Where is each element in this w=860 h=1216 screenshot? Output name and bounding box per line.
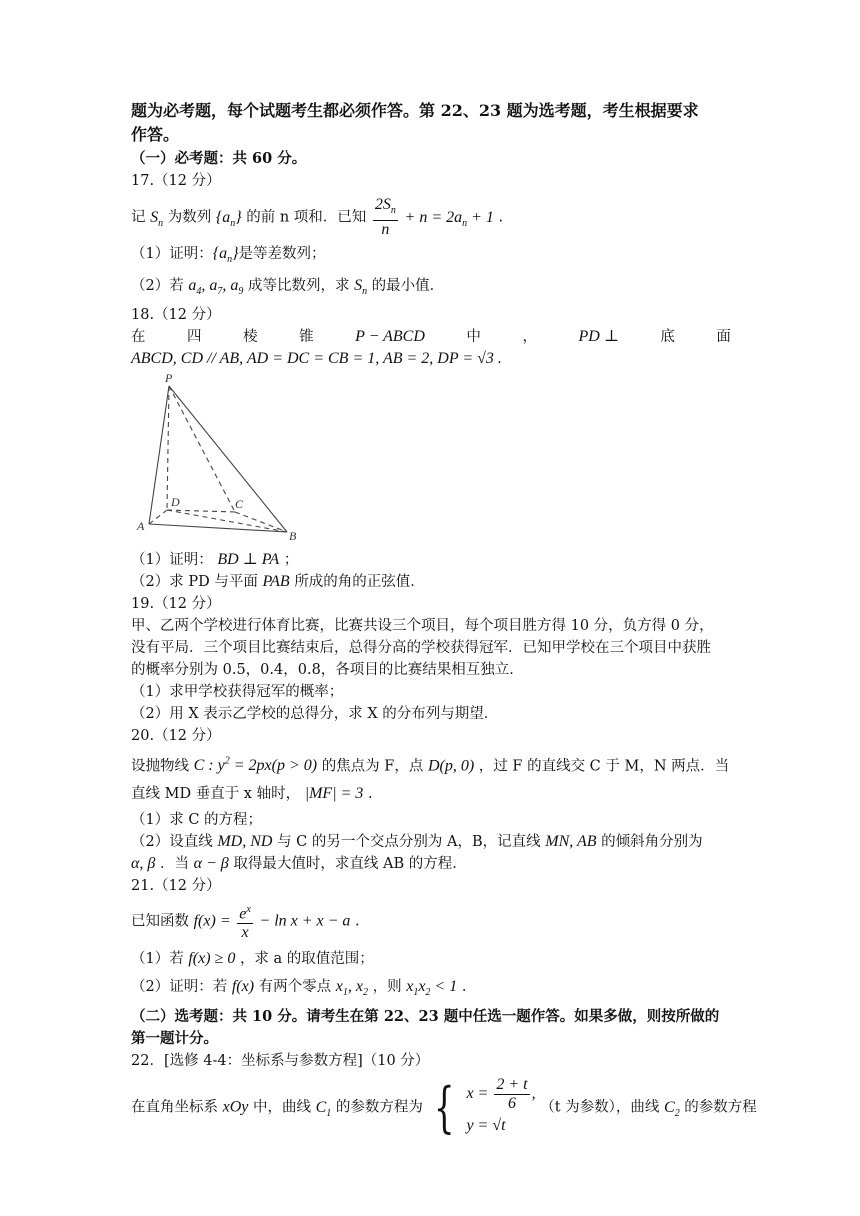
q18-header: 18.（12 分） — [131, 306, 221, 323]
edge-AD — [149, 510, 167, 524]
q17-part1: （1）证明：$\{a_n\}$是等差数列； — [131, 245, 326, 266]
q19-text-3: 的概率分别为 0.5，0.4，0.8，各项目的比赛结果相互独立． — [131, 661, 524, 678]
q18-stem-line1: 在 四 棱 锥 P − ABCD 中 ， PD ⊥ 底 面 — [131, 327, 731, 345]
q21-header: 21.（12 分） — [131, 877, 221, 894]
q18-stem-line2: ABCD, CD // AB, AD = DC = CB = 1, AB = 2, DP = √3 . — [131, 349, 502, 367]
q21-stem: 已知函数 f(x) = $\frac{e^x}{x}$ − ln x + x − a . — [131, 901, 731, 942]
q20-part2-line1: （2）设直线 MD, ND 与 C 的另一个交点分别为 A，B，记直线 MN, AB 的倾斜角分别为 — [131, 832, 703, 850]
q21-part2: （2）证明：若 f(x) 有两个零点 $x_1$, $x_2$ ，则 $x_1x_2 < 1$ . — [131, 978, 467, 999]
q21-part1: （1）若 f(x) ≥ 0 ，求 a 的取值范围； — [131, 950, 374, 968]
q17-header: 17.（12 分） — [131, 173, 221, 189]
label-A: A — [137, 518, 145, 533]
q17-part2: （2）若 $a_4$, $a_7$, $a_9$ 成等比数列，求 $S_n$ 的最小值． — [131, 277, 445, 298]
q18-part1: （1）证明： BD ⊥ PA ； — [131, 550, 299, 568]
label-B: B — [289, 528, 297, 542]
section2-line-1: （二）选考题：共 10 分。请考生在第 22、23 题中任选一题作答。如果多做，则按所做的 — [131, 1008, 720, 1026]
label-D: D — [171, 494, 180, 509]
edge-PC — [169, 386, 235, 512]
q20-part2-line2: α, β ．当 α − β 取得最大值时，求直线 AB 的方程． — [131, 854, 467, 872]
q20-part1: （1）求 C 的方程； — [131, 811, 263, 828]
q20-stem-line1: 设抛物线 C : $y^2 = 2px(p > 0)$ 的焦点为 F，点 D(p, 0) ，过 F 的直线交 C 于 M，N 两点．当 — [131, 755, 730, 774]
q19-part1: （1）求甲学校获得冠军的概率； — [131, 683, 344, 700]
q18-part2: （2）求 PD 与平面 PAB 所成的角的正弦值． — [131, 572, 425, 590]
edge-PA — [149, 386, 169, 524]
label-C: C — [235, 496, 244, 511]
section2-line-2: 第一题计分。 — [131, 1030, 218, 1048]
q20-stem-line2: 直线 MD 垂直于 x 轴时， |MF| = 3 . — [131, 784, 373, 802]
q17-stem: 记 $S_n$ 为数列 $\{a_n\}$ 的前 n 项和．已知 $\frac{2S_n}{n}$ + $n = 2a_n + 1$ . — [131, 196, 504, 239]
pyramid-figure — [131, 372, 311, 542]
section1-title: （一）必考题：共 60 分。 — [131, 150, 307, 167]
q22-header: 22．[选修 4-4：坐标系与参数方程]（10 分） — [131, 1053, 430, 1070]
q19-text-1: 甲、乙两个学校进行体育比赛，比赛共设三个项目，每个项目胜方得 10 分，负方得 0 分， — [131, 617, 714, 634]
q22-stem: 在直角坐标系 xOy 中，曲线 $C_1$ 的参数方程为 { x = $\frac{2 + t}{6}$ , y = √t （t 为参数），曲线 $C_2$ 的参数方程 — [131, 1075, 757, 1139]
q19-part2: （2）用 X 表示乙学校的总得分，求 X 的分布列与期望． — [131, 705, 499, 722]
q19-text-2: 没有平局．三个项目比赛结束后，总得分高的学校获得冠军．已知甲学校在三个项目中获胜 — [131, 639, 711, 656]
q20-header: 20.（12 分） — [131, 727, 221, 744]
q19-header: 19.（12 分） — [131, 595, 221, 612]
intro-line-1: 题为必考题，每个试题考生都必须作答。第 22、23 题为选考题，考生根据要求 — [131, 101, 699, 120]
edge-PD — [167, 386, 169, 510]
intro-line-2: 作答。 — [131, 125, 180, 144]
exam-page — [131, 100, 757, 1139]
label-P: P — [165, 371, 173, 385]
